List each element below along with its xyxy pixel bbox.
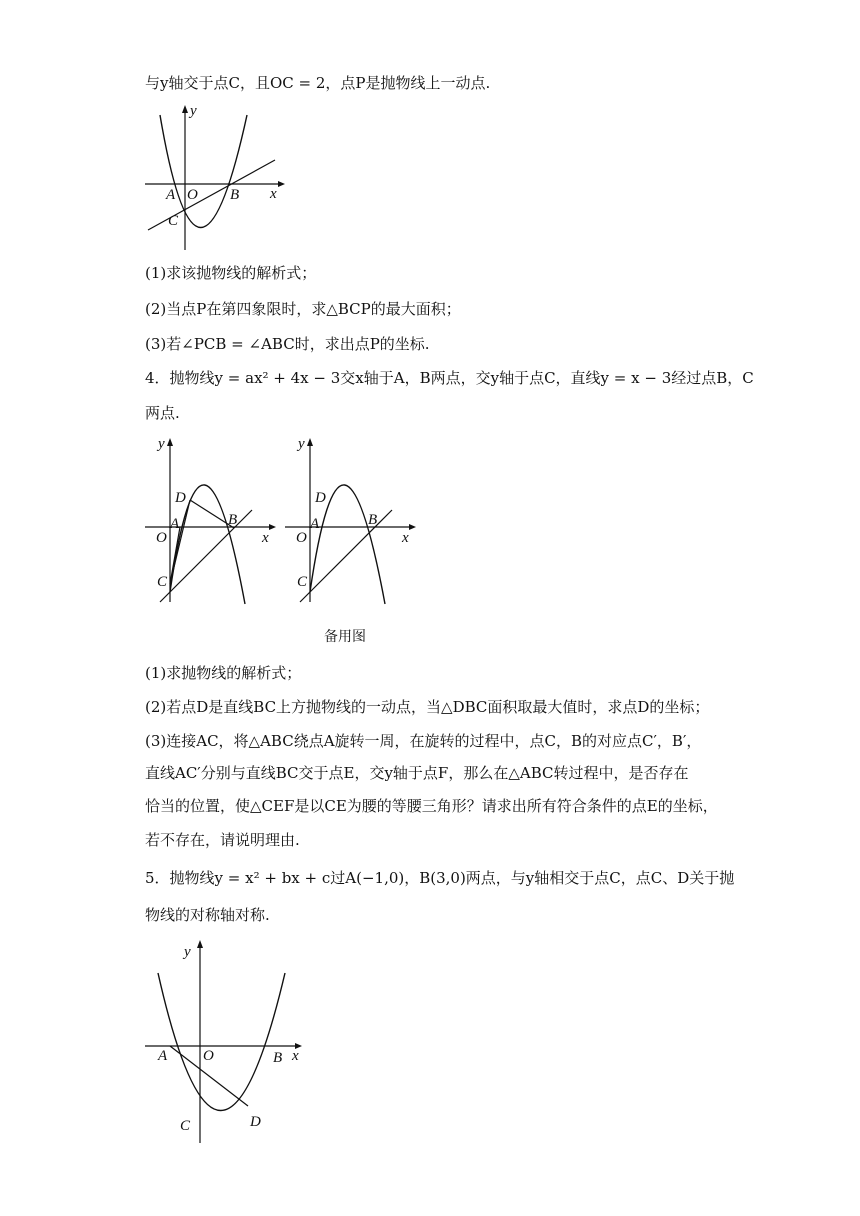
figure-problem4-main [142, 432, 282, 607]
fig2a-label-x: x [262, 530, 269, 546]
fig3-label-C: C [180, 1118, 191, 1134]
fig2a-label-O: O [156, 530, 167, 546]
p3-q1: (1)求该抛物线的解析式； [145, 264, 317, 282]
fig1-label-C: C [168, 213, 179, 229]
figure-problem5 [140, 938, 315, 1148]
fig2b-label-A: A [310, 516, 320, 532]
fig1-label-A: A [166, 187, 176, 203]
fig2a-label-B: B [228, 512, 238, 528]
fig2b-label-B: B [368, 512, 378, 528]
intro-text: 与y轴交于点C，且OC = 2，点P是抛物线上一动点. [145, 74, 491, 92]
p4-q2: (2)若点D是直线BC上方抛物线的一动点，当△DBC面积取最大值时，求点D的坐标； [145, 698, 710, 716]
p4-q3-line4: 若不存在，请说明理由. [145, 831, 300, 849]
fig1-label-y: y [190, 103, 197, 119]
p4-q3-line1: (3)连接AC，将△ABC绕点A旋转一周，在旋转的过程中，点C，B的对应点C′，B′， [145, 732, 702, 750]
fig2b-label-O: O [296, 530, 307, 546]
fig2a-label-A: A [170, 516, 180, 532]
figure-problem3 [140, 105, 290, 255]
p4-stem-line1: 4．抛物线y = ax² + 4x − 3交x轴于A，B两点，交y轴于点C，直线y = x − 3经过点B，C [145, 369, 754, 387]
p5-stem-line2: 物线的对称轴对称. [145, 906, 270, 924]
p5-stem-line1: 5．抛物线y = x² + bx + c过A(−1,0)，B(3,0)两点，与y轴相交于点C，点C、D关于抛 [145, 869, 735, 887]
fig1-label-x: x [270, 186, 277, 202]
p3-q3: (3)若∠PCB = ∠ABC时，求出点P的坐标. [145, 335, 430, 353]
fig2b-label-x: x [402, 530, 409, 546]
fig3-label-B: B [273, 1050, 283, 1066]
figure-caption: 备用图 [324, 629, 366, 645]
fig3-label-x: x [292, 1048, 299, 1064]
p3-q2: (2)当点P在第四象限时，求△BCP的最大面积； [145, 300, 461, 318]
p4-q3-line3: 恰当的位置，使△CEF是以CE为腰的等腰三角形？请求出所有符合条件的点E的坐标， [145, 797, 718, 815]
p4-stem-line2: 两点. [145, 404, 180, 422]
fig1-label-B: B [230, 187, 240, 203]
figure-problem4-backup [282, 432, 422, 607]
p4-q1: (1)求抛物线的解析式； [145, 664, 302, 682]
fig2a-label-D: D [175, 490, 186, 506]
fig3-label-A: A [158, 1048, 168, 1064]
p4-q3-line2: 直线AC′分别与直线BC交于点E，交y轴于点F，那么在△ABC转过程中，是否存在 [145, 764, 689, 782]
fig3-label-y: y [184, 944, 191, 960]
fig1-label-O: O [187, 187, 198, 203]
fig3-label-D: D [250, 1114, 261, 1130]
fig2b-label-C: C [297, 574, 308, 590]
fig2b-label-D: D [315, 490, 326, 506]
fig2a-label-y: y [158, 436, 165, 452]
fig2b-label-y: y [298, 436, 305, 452]
fig2a-label-C: C [157, 574, 168, 590]
fig3-label-O: O [203, 1048, 214, 1064]
